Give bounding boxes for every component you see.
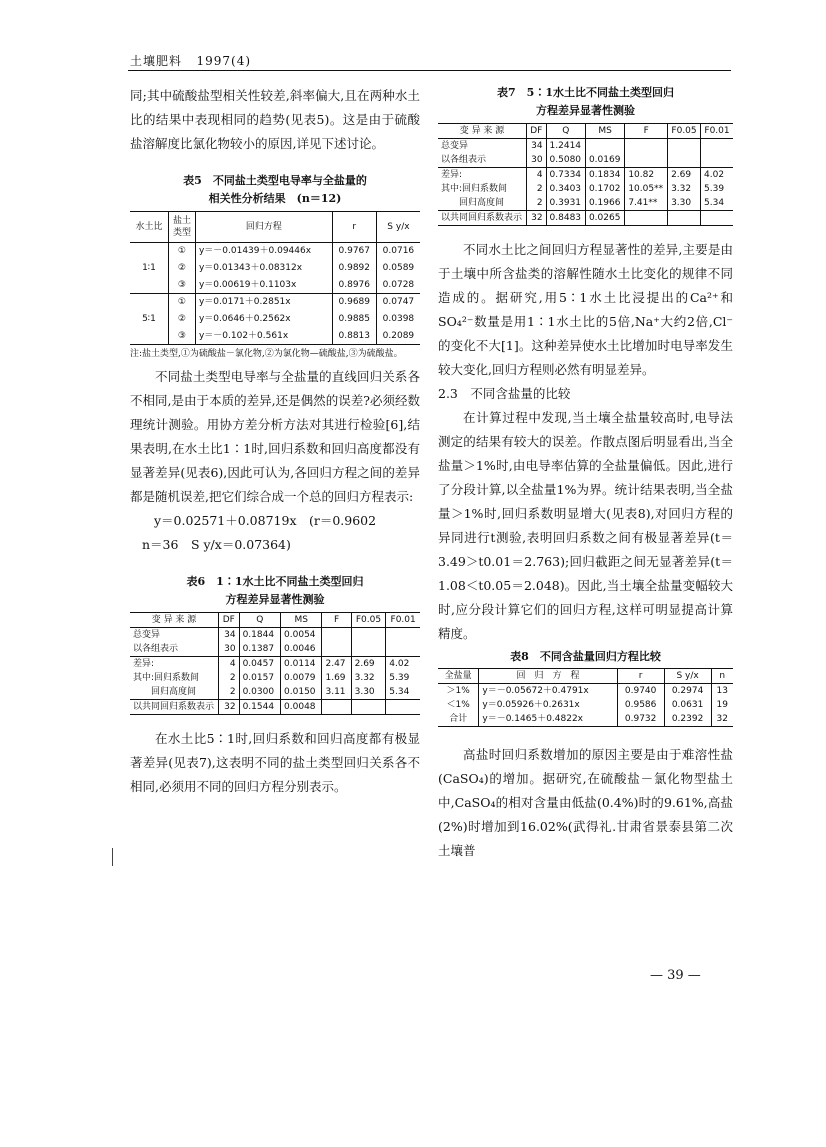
table6-q: 0.1844 bbox=[239, 628, 280, 643]
section-heading-2-3: 2.3 不同含盐量的比较 bbox=[438, 386, 571, 401]
table7-header-ms: MS bbox=[585, 124, 624, 139]
table6-f bbox=[322, 628, 351, 643]
table6-header-f001: F0.01 bbox=[390, 615, 416, 625]
table8-n: 19 bbox=[716, 700, 728, 710]
table5-type: ① bbox=[168, 243, 195, 260]
table-row bbox=[130, 276, 420, 293]
table6-f005: 3.30 bbox=[351, 685, 386, 700]
table6-ms: 0.0114 bbox=[281, 657, 322, 672]
table5-type: ③ bbox=[168, 327, 195, 344]
table6-f001 bbox=[386, 700, 420, 715]
table6-header-q: Q bbox=[239, 613, 280, 628]
table8-header-salt: 全盐量 bbox=[438, 669, 479, 684]
table6-f bbox=[322, 642, 351, 657]
table-row bbox=[438, 153, 733, 168]
table6-f: 1.69 bbox=[322, 671, 351, 685]
table6-df: 32 bbox=[219, 700, 240, 715]
table6-ms: 0.0079 bbox=[281, 671, 322, 685]
paragraph-6: 高盐时回归系数增加的原因主要是由于难溶性盐(CaSO₄)的增加。据研究,在硫酸盐－氯化物型盐土中,CaSO₄的相对含量由低盐(0.4%)时的9.61%,高盐(2%)时增加到16.02%(武得礼.甘肃省景泰县第二次土壤普 bbox=[438, 747, 733, 858]
table7-df: 4 bbox=[527, 168, 547, 183]
table7-header-source: 变 异 来 源 bbox=[438, 124, 527, 139]
table6-f001: 4.02 bbox=[389, 659, 410, 669]
table8-s: 0.0631 bbox=[664, 698, 711, 712]
table-row bbox=[438, 139, 733, 154]
table7-source: 差异: bbox=[438, 168, 527, 183]
table7-source: 以各组表示 bbox=[438, 153, 527, 168]
table7-header-f005: F0.05 bbox=[668, 124, 701, 139]
table-row bbox=[130, 260, 420, 277]
table6-ms: 0.0150 bbox=[281, 685, 322, 700]
left-column bbox=[130, 84, 420, 799]
table-row bbox=[130, 243, 420, 260]
table7-caption-line1: 表7 5∶1水土比不同盐土类型回归 bbox=[497, 86, 674, 99]
table5-r: 0.8813 bbox=[332, 327, 376, 344]
table6-f005: 2.69 bbox=[351, 657, 386, 672]
table8-header-n: n bbox=[719, 671, 726, 681]
table6-f005 bbox=[351, 642, 386, 657]
table7-f005 bbox=[668, 153, 701, 168]
table7-header-df: DF bbox=[527, 124, 547, 139]
table6-caption-line1: 表6 1∶1水土比不同盐土类型回归 bbox=[186, 575, 364, 588]
table7-f: 7.41** bbox=[625, 196, 668, 211]
table6-header-source: 变 异 来 源 bbox=[130, 613, 219, 628]
table5-type: ② bbox=[168, 311, 195, 328]
table5-equation: y＝0.00619＋0.1103x bbox=[195, 276, 332, 293]
table5-type: ③ bbox=[168, 276, 195, 293]
table7-q: 0.8483 bbox=[546, 211, 585, 226]
table6-f001: 5.34 bbox=[389, 687, 410, 697]
table7-df: 32 bbox=[527, 211, 547, 226]
table7-q: 0.7334 bbox=[546, 168, 585, 183]
table5-equation: y＝0.01343＋0.08312x bbox=[195, 260, 332, 277]
table-row bbox=[130, 294, 420, 311]
running-head bbox=[130, 52, 251, 69]
table6-df: 30 bbox=[219, 642, 240, 657]
table7-ms: 0.0169 bbox=[585, 153, 624, 168]
table7-source: 其中:回归系数间 bbox=[438, 182, 527, 196]
table-row bbox=[438, 168, 733, 183]
table5-s: 0.0398 bbox=[382, 313, 415, 324]
table6-f: 2.47 bbox=[322, 657, 351, 672]
table5-s: 0.0728 bbox=[382, 279, 415, 290]
table8-s: 0.2392 bbox=[664, 712, 711, 727]
table-7 bbox=[438, 123, 733, 226]
table-row bbox=[438, 684, 733, 699]
table6-header-ms: MS bbox=[281, 613, 322, 628]
table6-q: 0.1387 bbox=[239, 642, 280, 657]
table5-ratio-1: 1∶1 bbox=[130, 243, 168, 294]
table7-f005: 3.30 bbox=[668, 196, 701, 211]
table5-header-r: r bbox=[332, 212, 376, 243]
table7-header-q: Q bbox=[546, 124, 585, 139]
table7-header-f001: F0.01 bbox=[704, 126, 730, 136]
table7-df: 2 bbox=[527, 182, 547, 196]
table7-ms: 0.1702 bbox=[585, 182, 624, 196]
table5-header-type: 盐土类型 bbox=[168, 212, 195, 243]
journal-name: 土壤肥料 bbox=[130, 54, 183, 68]
table5-r: 0.9885 bbox=[332, 311, 376, 328]
paragraph-3: 在水土比5∶1时,回归系数和回归高度都有极显著差异(见表7),这表明不同的盐土类型回归关系各不相同,必须用不同的回归方程分别表示。 bbox=[130, 731, 420, 794]
table-row bbox=[438, 698, 733, 712]
table6-ms: 0.0048 bbox=[281, 700, 322, 715]
paragraph-4: 不同水土比之间回归方程显著性的差异,主要是由于土壤中所含盐类的溶解性随水土比变化的规律不同造成的。据研究,用5∶1水土比浸提出的Ca²⁺和SO₄²⁻数量是用1∶1水土比的5倍,Na⁺大约2倍,Cl⁻的变化不大[1]。这种差异使水土比增加时电导率发生较大变化,回归方程则必然有明显差异。 bbox=[438, 242, 733, 377]
table7-ms: 0.0265 bbox=[585, 211, 624, 226]
table-row bbox=[438, 211, 733, 226]
table-5 bbox=[130, 211, 420, 345]
table8-salt: ＜1% bbox=[438, 698, 479, 712]
table7-f005: 3.32 bbox=[668, 182, 701, 196]
table-row bbox=[438, 712, 733, 727]
table7-f: 10.82 bbox=[625, 168, 668, 183]
table8-r: 0.9732 bbox=[617, 712, 664, 727]
table6-source: 以共同回归系数表示 bbox=[130, 700, 219, 715]
table7-f005 bbox=[668, 211, 701, 226]
table6-df: 2 bbox=[219, 685, 240, 700]
margin-mark bbox=[112, 848, 113, 866]
table5-equation: y＝－0.102＋0.561x bbox=[195, 327, 332, 344]
table-row bbox=[130, 657, 420, 672]
table6-ms: 0.0054 bbox=[281, 628, 322, 643]
table7-header-f: F bbox=[625, 124, 668, 139]
table5-r: 0.9689 bbox=[332, 294, 376, 311]
table-row bbox=[130, 642, 420, 657]
table7-q: 0.3931 bbox=[546, 196, 585, 211]
table8-s: 0.2974 bbox=[664, 684, 711, 699]
table5-s: 0.0747 bbox=[382, 297, 415, 308]
table6-q: 0.0457 bbox=[239, 657, 280, 672]
table5-caption-line2: 相关性分析结果 (n＝12) bbox=[208, 192, 342, 205]
table5-header-s: S y/x bbox=[376, 212, 420, 243]
table6-header-df: DF bbox=[219, 613, 240, 628]
table-row bbox=[130, 685, 420, 700]
table7-q: 0.5080 bbox=[546, 153, 585, 168]
table-row bbox=[130, 311, 420, 328]
table5-type: ① bbox=[168, 294, 195, 311]
table6-q: 0.1544 bbox=[239, 700, 280, 715]
table-row bbox=[130, 327, 420, 344]
table7-f001: 4.02 bbox=[704, 170, 725, 180]
table6-header-f005: F0.05 bbox=[351, 613, 386, 628]
table6-source: 回归高度间 bbox=[130, 685, 219, 700]
table5-header-equation: 回归方程 bbox=[195, 212, 332, 243]
table7-ms bbox=[585, 139, 624, 154]
paragraph-5: 在计算过程中发现,当土壤全盐量较高时,电导法测定的结果有较大的误差。作散点图后明显看出,当全盐量＞1%时,由电导率估算的全盐量偏低。因此,进行了分段计算,以全盐量1%为界。统计结果表明,当全盐量＞1%时,回归系数明显增大(见表8),对回归方程的异同进行t测验,表明回归系数之间有极显著差异(t＝3.49＞t0.01＝2.763);回归截距之间无显著差异(t＝1.08＜t0.05＝2.048)。因此,当土壤全盐量变幅较大时,应分段计算它们的回归方程,这样可明显提高计算精度。 bbox=[438, 410, 733, 641]
table8-header-s: S y/x bbox=[664, 669, 711, 684]
table8-r: 0.9740 bbox=[617, 684, 664, 699]
table7-f001 bbox=[701, 139, 733, 154]
table6-f005 bbox=[351, 628, 386, 643]
table8-caption: 表8 不同含盐量回归方程比较 bbox=[510, 650, 661, 663]
table8-header-r: r bbox=[617, 669, 664, 684]
table-8 bbox=[438, 668, 733, 727]
table5-caption-line1: 表5 不同盐土类型电导率与全盐量的 bbox=[183, 174, 367, 187]
table-row bbox=[130, 671, 420, 685]
table6-source: 以各组表示 bbox=[130, 642, 219, 657]
table7-source: 以共同回归系数表示 bbox=[438, 211, 527, 226]
header-rule bbox=[128, 70, 731, 71]
table5-s: 0.2089 bbox=[382, 330, 415, 341]
table6-source: 总变异 bbox=[130, 628, 219, 643]
table8-equation: y＝0.05926＋0.2631x bbox=[479, 698, 617, 712]
table7-f001: 5.34 bbox=[704, 198, 725, 208]
table6-df: 34 bbox=[219, 628, 240, 643]
table6-f005 bbox=[351, 700, 386, 715]
issue-number: 1997(4) bbox=[196, 54, 252, 68]
table6-f005: 3.32 bbox=[351, 671, 386, 685]
table6-df: 4 bbox=[219, 657, 240, 672]
table7-f bbox=[625, 139, 668, 154]
table7-df: 2 bbox=[527, 196, 547, 211]
table8-equation: y＝－0.05672＋0.4791x bbox=[479, 684, 617, 699]
table6-f: 3.11 bbox=[322, 685, 351, 700]
table6-ms: 0.0046 bbox=[281, 642, 322, 657]
table7-f bbox=[625, 153, 668, 168]
table-row bbox=[438, 196, 733, 211]
table7-df: 30 bbox=[527, 153, 547, 168]
table5-r: 0.9767 bbox=[332, 243, 376, 260]
regression-formula-line1: y＝0.02571＋0.08719x (r＝0.9602 bbox=[154, 513, 377, 528]
table7-df: 34 bbox=[527, 139, 547, 154]
table7-f bbox=[625, 211, 668, 226]
table7-q: 1.2414 bbox=[546, 139, 585, 154]
table5-equation: y＝0.0646＋0.2562x bbox=[195, 311, 332, 328]
table8-r: 0.9586 bbox=[617, 698, 664, 712]
table7-source: 总变异 bbox=[438, 139, 527, 154]
table5-s: 0.0589 bbox=[382, 262, 415, 273]
table7-ms: 0.1834 bbox=[585, 168, 624, 183]
table-6 bbox=[130, 612, 420, 715]
table7-f005: 2.69 bbox=[668, 168, 701, 183]
table5-header-ratio: 水土比 bbox=[130, 212, 168, 243]
table-row bbox=[130, 628, 420, 643]
table7-f001 bbox=[701, 153, 733, 168]
table-row bbox=[438, 182, 733, 196]
table8-salt: 合计 bbox=[438, 712, 479, 727]
table5-equation: y＝0.0171＋0.2851x bbox=[195, 294, 332, 311]
table5-note: 注:盐土类型,①为硫酸盐－氯化物,②为氯化物—硫酸盐,③为硫酸盐。 bbox=[130, 349, 403, 359]
table8-equation: y＝－0.1465＋0.4822x bbox=[479, 712, 617, 727]
table5-type: ② bbox=[168, 260, 195, 277]
table5-s: 0.0716 bbox=[382, 246, 415, 257]
table7-caption-line2: 方程差异显著性测验 bbox=[536, 104, 635, 117]
table5-equation: y＝－0.01439＋0.09446x bbox=[195, 243, 332, 260]
table-row bbox=[130, 700, 420, 715]
regression-formula-line2: n＝36 S y/x＝0.07364) bbox=[142, 537, 291, 552]
table7-f001: 5.39 bbox=[704, 184, 725, 194]
page-number: — 39 — bbox=[650, 968, 701, 983]
table6-f001: 5.39 bbox=[389, 673, 410, 683]
table8-salt: ＞1% bbox=[438, 684, 479, 699]
table6-q: 0.0157 bbox=[239, 671, 280, 685]
table6-q: 0.0300 bbox=[239, 685, 280, 700]
right-column bbox=[438, 84, 733, 863]
table7-f005 bbox=[668, 139, 701, 154]
table7-ms: 0.1966 bbox=[585, 196, 624, 211]
paragraph-2: 不同盐土类型电导率与全盐量的直线回归关系各不相同,是由于本质的差异,还是偶然的误差?必须经数理统计测验。用协方差分析方法对其进行检验[6],结果表明,在水土比1∶1时,回归系数和回归高度都没有显著差异(见表6),因此可认为,各回归方程之间的差异都是随机误差,把它们综合成一个总的回归方程表示: bbox=[130, 369, 420, 504]
table5-r: 0.9892 bbox=[332, 260, 376, 277]
table6-source: 差异: bbox=[130, 657, 219, 672]
table5-r: 0.8976 bbox=[332, 276, 376, 293]
table6-f001 bbox=[386, 628, 420, 643]
table7-q: 0.3403 bbox=[546, 182, 585, 196]
table8-n: 13 bbox=[716, 686, 728, 696]
table6-f001 bbox=[386, 642, 420, 657]
paragraph-1: 同;其中硫酸盐型相关性较差,斜率偏大,且在两种水土比的结果中表现相同的趋势(见表5)。这是由于硫酸盐溶解度比氯化物较小的原因,详见下述讨论。 bbox=[130, 88, 420, 151]
table6-df: 2 bbox=[219, 671, 240, 685]
table6-caption-line2: 方程差异显著性测验 bbox=[225, 593, 325, 606]
table5-ratio-2: 5∶1 bbox=[130, 294, 168, 345]
table8-n: 32 bbox=[716, 714, 728, 724]
table7-f001 bbox=[701, 211, 733, 226]
table6-header-f: F bbox=[322, 613, 351, 628]
table8-header-equation: 回 归 方 程 bbox=[479, 669, 617, 684]
table7-f: 10.05** bbox=[625, 182, 668, 196]
table6-source: 其中:回归系数间 bbox=[130, 671, 219, 685]
table7-source: 回归高度间 bbox=[438, 196, 527, 211]
table6-f bbox=[322, 700, 351, 715]
